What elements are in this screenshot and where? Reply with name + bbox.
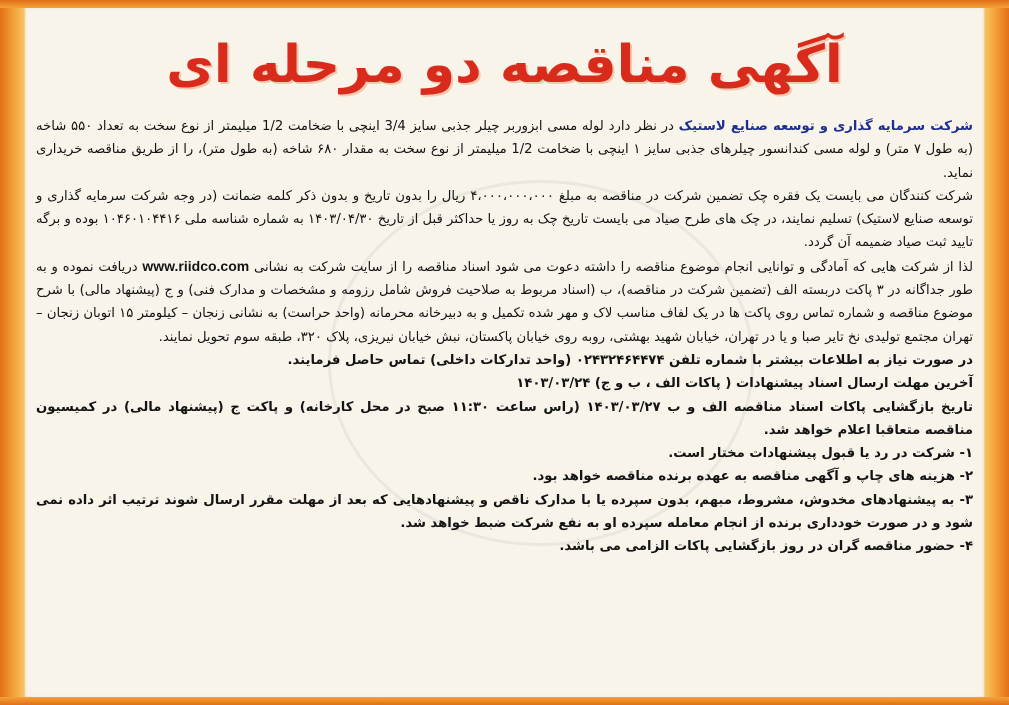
guarantee-paragraph: شرکت کنندگان می بایست یک فقره چک تضمین شرکت در مناقصه به مبلغ ۴،۰۰۰،۰۰۰،۰۰۰ ریال را بدون تاریخ و بدون ذکر کلمه ضمانت (در وجه شرکت سرمایه گذاری و توسعه صنایع لاستیک) تسلیم نمایند، در چک های طرح صیاد می بایست تاریخ چک به روز یا حداکثر قبل از تاریخ ۱۴۰۳/۰۴/۳۰ به شماره شناسه ملی ۱۰۴۶۰۱۰۴۴۱۶ بوده و برگه تایید ثبت صیاد ضمیمه آن گردد.: [36, 188, 973, 251]
ad-title: آگهی مناقصه دو مرحله ای: [166, 35, 843, 95]
term-item: ۴- حضور مناقصه گران در روز بازگشایی پاکات الزامی می باشد.: [559, 539, 973, 555]
intro-text: در نظر دارد لوله مسی ابزوربر چیلر جذبی سایز 3/4 اینچی با ضخامت 1/2 میلیمتر از نوع سخت به تعداد ۵۵۰ شاخه (به طول ۷ متر) و لوله مسی کندانسور چیلرهای جذبی سایز ۱ اینچی با ضخامت 1/2 میلیمتر از نوع سخت به مقدار ۶۸۰ شاخه (به طول متر)، را از طریق مناقصه خریداری نماید.: [36, 119, 973, 181]
ad-body: [36, 115, 973, 559]
contact-paragraph: در صورت نیاز به اطلاعات بیشتر با شماره تلفن ۰۲۴۳۲۴۶۴۴۷۴ (واحد تدارکات داخلی) تماس حاصل فرمایند.: [287, 352, 973, 368]
invite-text-before: لذا از شرکت هایی که آمادگی و توانایی انجام موضوع مناقصه را داشته دعوت می شود اسناد مناقصه را از سایت شرکت به نشانی: [249, 259, 973, 275]
invite-paragraph: [36, 255, 973, 349]
invite-text-after: دریافت نموده و به طور جداگانه در ۳ پاکت دربسته الف (تضمین شرکت در مناقصه)، ب (اسناد مربوط به صلاحیت فروش شامل رزومه و مشخصات و مدارک فنی) و ج (پیشنهاد مالی) با شرح موضوع مناقصه و شماره تماس روی پاکت ها در یک لفاف مناسب لاک و مهر شده تکمیل و به دبیرخانه محرمانه (واحد حراست) به نشانی زنجان – کیلومتر ۱۵ اتوبان زنجان – تهران مجتمع تولیدی نخ تایر صبا و یا در تهران، خیابان شهید بهشتی، روبه روی خیابان پاکستان، نبش خیابان نیریزی، پلاک ۳۲۰، طبقه سوم تحویل نمایند.: [36, 259, 974, 345]
term-item: ۲- هزینه های چاپ و آگهی مناقصه به عهده برنده مناقصه خواهد بود.: [532, 469, 973, 485]
deadline-paragraph: آخرین مهلت ارسال اسناد پیشنهادات ( پاکات الف ، ب و ج) ۱۴۰۳/۰۳/۲۴: [516, 376, 973, 392]
term-item: ۳- به پیشنهادهای مخدوش، مشروط، مبهم، بدون سپرده یا با مدارک ناقص و پیشنهادهایی که بعد از مهلت مقرر ارسال شوند ترتیب اثر داده نمی شود و در صورت خودداری برنده از انجام معامله سپرده او به نفع شرکت ضبط خواهد شد.: [36, 492, 973, 532]
intro-paragraph: [36, 115, 973, 185]
opening-paragraph: تاریخ بازگشایی پاکات اسناد مناقصه الف و ب ۱۴۰۳/۰۳/۲۷ (راس ساعت ۱۱:۳۰ صبح در محل کارخانه) و پاکت ج (پیشنهاد مالی) در کمیسیون مناقصه متعاقبا اعلام خواهد شد.: [36, 399, 974, 438]
company-name: شرکت سرمایه گذاری و توسعه صنایع لاستیک: [678, 119, 973, 134]
website-link[interactable]: www.riidco.com: [142, 257, 250, 274]
term-item: ۱- شرکت در رد یا قبول پیشنهادات مختار است.: [668, 446, 973, 462]
ad-paper: [28, 10, 981, 695]
